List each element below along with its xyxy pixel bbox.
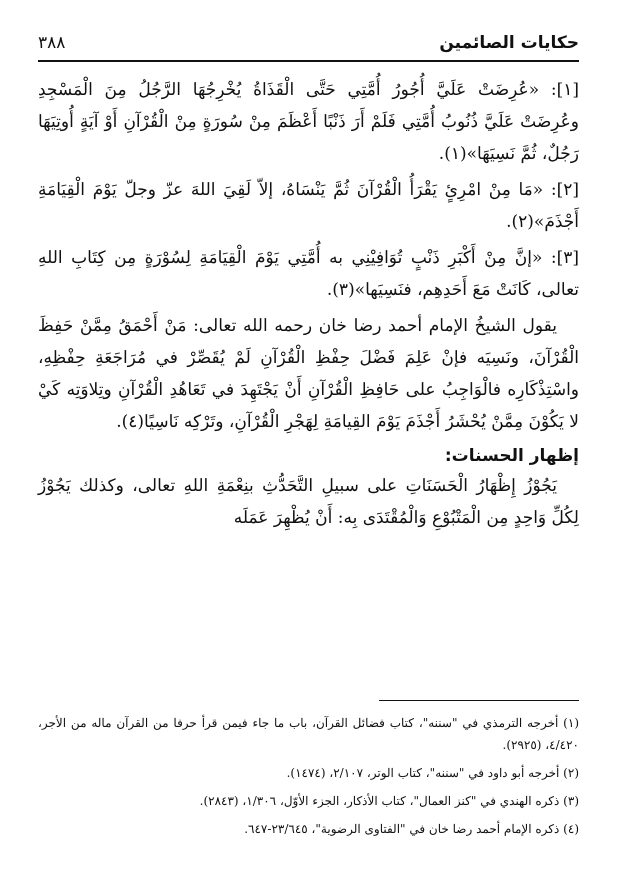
footnote-4: (٤) ذكره الإمام أحمد رضا خان في "الفتاوى الرضوية"، ٢٣/٦٤٥-٦٤٧. [244, 822, 579, 836]
footnote-divider [379, 700, 579, 701]
footnotes [38, 712, 579, 846]
section-paragraph: يَجُوْزُ إِظْهَارُ الْحَسَنَاتِ على سبيلِ التَّحَدُّثِ بنِعْمَةِ اللهِ تعالى، وكذلك يَجُوْزُ لِكُلِّ وَاحِدٍ مِن الْمَتْبُوْعِ وَالْمُقْتَدَى بِه: أَنْ يُظْهِرَ عَمَلَه [38, 476, 579, 528]
book-title: حكايات الصائمين [439, 33, 579, 53]
commentary-paragraph: يقول الشيخُ الإمام أحمد رضا خان رحمه الله تعالى: مَنْ أَحْمَقُ مِمَّنْ حَفِظَ الْقُرْآنَ، ونَسِيَه فإنْ عَلِمَ فَضْلَ حِفْظِ الْقُرْآنِ لَمْ يُقَصِّرْ في مُرَاجَعَةِ حِفْظِهِ، واسْتِذْكَارِه فالْوَاجِبُ على حَافِظِ الْقُرْآنِ أَنْ يَجْتَهِدَ في تَعَاهُدِ الْقُرْآنِ وتِلاوَتِه كَيْ لا يَكُوْنَ مِمَّنْ يُحْشَرُ أَجْذَمَ يَوْمَ القِيامَةِ لِهَجْرِ الْقُرْآنِ، وتَرْكِه نَاسِيًا(٤). [38, 316, 579, 432]
footnote-3: (٣) ذكره الهندي في "كنز العمال"، كتاب الأذكار، الجزء الأوّل، ١/٣٠٦، (٢٨٤٣). [199, 794, 579, 808]
footnote-2: (٢) أخرجه أبو داود في "سننه"، كتاب الوتر، ٢/١٠٧، (١٤٧٤). [286, 766, 579, 780]
footnote-1: (١) أخرجه الترمذي في "سننه"، كتاب فضائل القرآن، باب ما جاء فيمن قرأ حرفا من القرآن ماله من الأجر، ٤/٤٢٠، (٢٩٢٥). [38, 716, 579, 752]
hadith-2: [٢]: «مَا مِنْ امْرِئٍ يَقْرَأُ الْقُرْآنَ ثُمَّ يَنْسَاهُ، إلاّ لَقِيَ اللهَ عزّ وجلّ يَوْمَ الْقِيَامَةِ أَجْذَمَ»(٢). [38, 180, 579, 232]
main-text [38, 74, 579, 538]
hadith-3: [٣]: «إنَّ مِنْ أَكْبَرِ ذَنْبٍ تُوَافِيْنِي به أُمَّتِي يَوْمَ الْقِيَامَةِ لِسُوْرَةٍ مِن كِتَابِ اللهِ تعالى، كَانَتْ مَعَ أَحَدِهِم، فنَسِيَها»(٣). [38, 248, 579, 300]
section-heading: إظهار الحسنات: [444, 446, 579, 466]
hadith-1: [١]: «عُرِضَتْ عَلَيَّ أُجُورُ أُمَّتِي حَتَّى الْقَذَاةُ يُخْرِجُهَا الرَّجُلُ مِنَ الْمَسْجِدِ وعُرِضَتْ عَلَيَّ ذُنُوبُ أُمَّتِي فَلَمْ أَرَ ذَنْبًا أَعْظَمَ مِنْ سُورَةٍ مِنْ الْقُرْآنِ أَوْ آيَةٍ أُوتِيَهَا رَجُلٌ، ثُمَّ نَسِيَهَا»(١). [38, 80, 579, 164]
page-header [38, 30, 579, 56]
header-divider [38, 60, 579, 62]
page-number: ٣٨٨ [38, 33, 66, 53]
